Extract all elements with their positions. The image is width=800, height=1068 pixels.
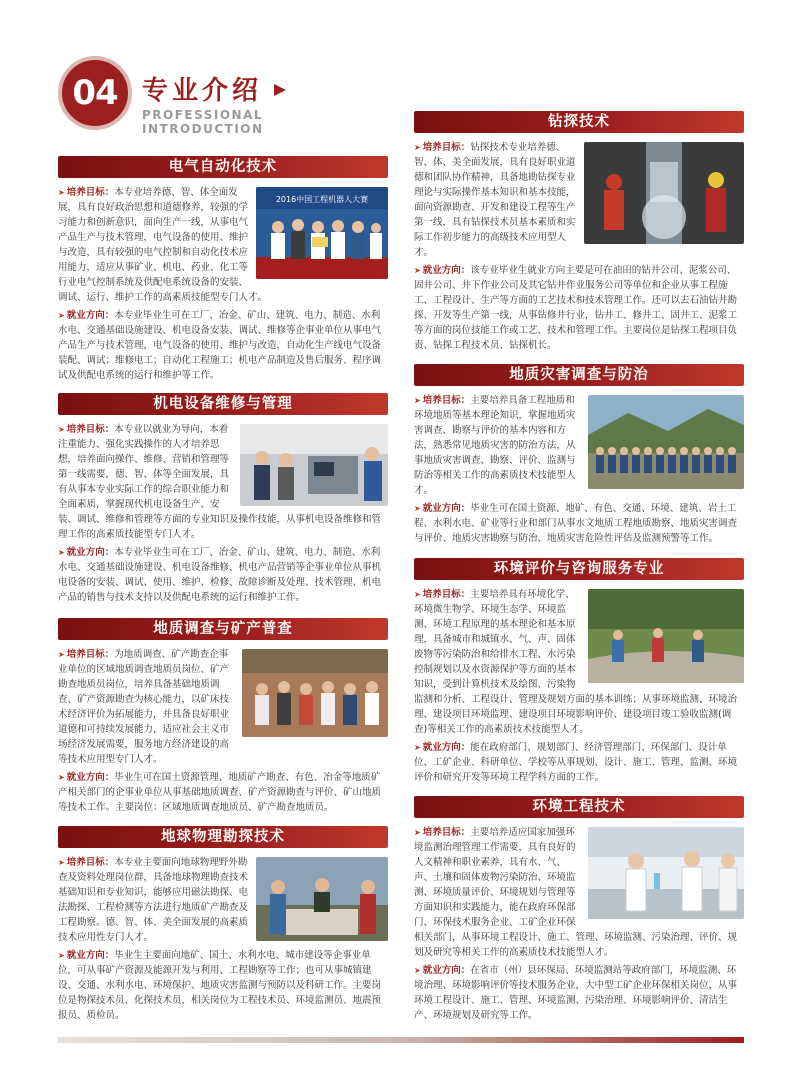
goal-text: 钻探技术专业培养德、智、体、美全面发展，具有良好职业道德和团队协作精神，具备地勘钻探专业理论与实际操作基本知识和基本技能，面向资源勘查、开发和建设工程等生产第一线，具有钻探技术员基本素质和实际工作初步能力的高级技术应用型人才。	[414, 142, 576, 258]
major-body	[58, 185, 388, 383]
footer-divider	[58, 1037, 744, 1043]
major-title: 电气自动化技术	[58, 156, 388, 178]
major-title: 环境工程技术	[414, 796, 744, 818]
goal-text: 本专业培养德、智、体全面发展，具有良好政治思想和道德修养，较强的学习能力和创新意识，面向生产一线，从事电气产品生产与技术管理，电气设备的使用、维护与改造，具有较强的电气控制和自动化技术应用能力，适应从事矿业、机电、药业、化工等行业电气控制系统及供配电系统设备的安装、调试、运行、维护工作的高素质技能型专门人才。	[58, 187, 268, 303]
arrow-icon: ➤	[58, 311, 65, 320]
direction-text: 毕业生可在国土资源管理、地质矿产勘查、有色、冶金等地质矿产相关部门的企事业单位从事基础地质调查、矿产资源勘查与评价、矿山地质等技术工作。主要岗位：区域地质调查地质员、矿产勘查地质员。	[58, 772, 382, 813]
major-body	[414, 825, 744, 1023]
drilling-rig-photo	[584, 142, 744, 244]
arrow-icon: ➤	[414, 396, 421, 405]
major-body	[58, 647, 388, 815]
arrow-icon: ➤	[58, 773, 65, 782]
goal-text: 主要培养具有环境化学、环境微生物学、环境生态学、环境监测、环境工程原理的基本理论和基本原理，具备城市和城镇水、气、声、固体废物等污染防治和给排水工程、水污染控制规划以及水资源保护等方面的基本知识，受到计算机技术及绘图、污染物监测和分析、工程设计、管理及规划方面的基本训练；从事环境监测、环境治理、建设项目环境监理、建设项目环境影响评价、建设项目竣工验收监测(调查)等相关工作的高素质技术技能型人才。	[414, 589, 738, 735]
major-body	[58, 422, 388, 605]
direction-text: 本专业毕业生可在工厂、冶金、矿山、建筑、电力、制造、水利水电、交通基础设施建设、机电设备安装、调试、维修等企事业单位从事电气产品生产与技术管理，电气设备的使用、维护与改造，自动化生产线电气设备装配、调试；维修电工；自动化工程施工；机电产品制造及售后服务、程序调试及供配电系统的运行和维护等工作。	[58, 310, 382, 381]
major-body	[414, 140, 744, 353]
major-body	[414, 587, 744, 785]
direction-text: 在省市（州）县环保局、环境监测站等政府部门，环境监测、环境治理、环境影响评价等技术服务企业，大中型工矿企业环保相关岗位，从事环境工程设计、施工、管理、环境监测、污染治理、环境影响评价、清洁生产、环境规划及研究等工作。	[414, 965, 738, 1021]
arrow-icon: ➤	[414, 266, 421, 275]
direction-label: 就业方向：	[422, 742, 471, 753]
arrow-icon: ➤	[58, 188, 65, 197]
group-field-photo	[588, 395, 744, 489]
direction-label: 就业方向：	[66, 547, 115, 558]
major-body	[414, 393, 744, 546]
major-card-geological-survey	[58, 618, 388, 818]
arrow-icon: ➤	[414, 143, 421, 152]
forest-fieldwork-photo	[588, 589, 744, 683]
major-title: 地质灾害调查与防治	[414, 364, 744, 386]
direction-text: 本专业毕业生可在工厂、冶金、矿山、建筑、电力、制造、水利水电、交通基础设施建设、机电设备维修、机电产品营销等企事业单位从事机电设备的安装、调试、使用、维护、检修、故障诊断及处理、技术管理、机电产品的销售与技术支持以及供配电系统的运行和维护工作。	[58, 547, 382, 603]
arrow-icon: ➤	[58, 858, 65, 867]
photo-banner-text: 2016中国工程机器人大赛	[275, 195, 369, 204]
goal-label: 培养目标：	[422, 827, 471, 838]
direction-text: 毕业生可在国土资源、地矿、有色、交通、环境、建筑、岩土工程、水利水电、矿业等行业和部门从事水文地质工程地质勘察、地质灾害调查与评价、地质灾害勘察与防治、地质灾害危险性评估及监测预警等工作。	[414, 503, 738, 544]
major-title: 环境评价与咨询服务专业	[414, 558, 744, 580]
direction-label: 就业方向：	[422, 265, 471, 276]
goal-label: 培养目标：	[422, 395, 471, 406]
goal-label: 培养目标：	[66, 424, 115, 435]
direction-text: 该专业毕业生就业方向主要是可在油田的钻井公司、泥浆公司、固井公司、井下作业公司及其它钻井作业服务公司等单位和企业从事工程施工、工程设计、生产等方面的工艺技术和技术管理工作。还可以去石油钻井勘探、开发等生产第一线，从事钻修井行业，钻井工、修井工、固井工、泥浆工等方面的岗位技能工作或工艺、技术和管理工作。主要岗位是钻探工程项目负责、钻探工程技术员、钻探机长。	[414, 265, 738, 351]
arrow-icon	[274, 84, 286, 96]
goal-text: 主要培养具备工程地质和环境地质等基本理论知识，掌握地质灾害调查、勘察与评价的基本内容和方法，熟悉常见地质灾害的防治方法，从事地质灾害调查、勘察、评价、监测与防治等相关工作的高素质技术技能型人才。	[414, 395, 576, 496]
goal-label: 培养目标：	[422, 589, 471, 600]
direction-label: 就业方向：	[66, 950, 115, 961]
major-title: 地质调查与矿产普查	[58, 618, 388, 640]
major-title: 机电设备维修与管理	[58, 393, 388, 415]
page-subtitle: PROFESSIONAL INTRODUCTION	[142, 108, 264, 136]
robot-competition-photo	[256, 187, 388, 279]
chapter-number-badge: 04	[58, 56, 132, 130]
direction-text: 毕业生主要面向地矿、国土、水利水电、城市建设等企事业单位，可从事矿产资源及能源开发与利用、工程勘察等工作；也可从事城镇建设、交通、水利水电、环境保护、地质灾害监测与预防以及科研工作。主要岗位是物探技术员、化探技术员，相关岗位为工程技术员、环境监测员、地震预报员、质检员。	[58, 950, 382, 1021]
geophysics-field-photo	[256, 857, 388, 941]
arrow-icon: ➤	[414, 590, 421, 599]
lab-experiment-photo	[588, 827, 744, 919]
goal-label: 培养目标：	[66, 187, 115, 198]
direction-text: 能在政府部门、规划部门、经济管理部门、环保部门、设计单位、工矿企业、科研单位、学校等从事规划、设计、施工、管理、监测、环境评价和研究开发等环境工程学科方面的工作。	[414, 742, 738, 783]
arrow-icon: ➤	[58, 425, 65, 434]
arrow-icon: ➤	[414, 743, 421, 752]
major-title: 钻探技术	[414, 111, 744, 133]
goal-label: 培养目标：	[422, 142, 471, 153]
goal-text: 为地质调查、矿产勘查企事业单位的区域地质调查地质员岗位、矿产勘查地质员岗位，培养具备基础地质调查、矿产资源勘查为核心能力，以矿床技术经济评价为拓展能力，并具备良好职业道德和可持续发展能力，适应社会主义市场经济发展需要，服务地方经济建设的高等技术应用型专门人才。	[58, 649, 230, 765]
goal-text: 本专业主要面向地球物理野外勘查及资料处理岗位群，具备地球物理勘查技术基础知识和专业知识，能够应用磁法勘探、电法勘探、工程检测等方法进行地质矿产勘查及工程勘察。德、智、体、美全面发展的高素质技术应用性专门人才。	[58, 857, 249, 943]
goal-text: 本专业以就业为导向，本着注重能力、强化实践操作的人才培养思想，培养面向操作、维修、营销和管理等第一线需要，德、智、体等全面发展，具有从事本专业实际工作的综合职业能力和全面素质，掌握现代机电设备生产、安装、调试、维修和管理等方面的专业知识及操作技能，从事机电设备维修和管理工作的高素质技能型专门人才。	[58, 424, 382, 540]
arrow-icon: ➤	[58, 650, 65, 659]
major-card-environmental-assessment	[414, 558, 744, 788]
arrow-icon: ➤	[58, 951, 65, 960]
goal-text: 主要培养适应国家加强环境监测治理管理工作需要，具有良好的人文精神和职业素养，具有水、气、声、土壤和固体废物污染防治、环境监测、环境质量评价、环境规划与管理等方面知识和实践能力，能在政府环保部门、环保技术服务企业、工矿企业环保相关部门，从事环境工程设计、施工、管理、环境监测、污染治理、评价、规划及研究等相关工作的高素质技术技能型人才。	[414, 827, 738, 958]
major-card-environmental-engineering	[414, 796, 744, 1026]
major-body	[58, 855, 388, 1023]
goal-label: 培养目标：	[66, 649, 115, 660]
section-header	[58, 56, 388, 136]
goal-label: 培养目标：	[66, 857, 115, 868]
direction-label: 就业方向：	[66, 310, 115, 321]
arrow-icon: ➤	[414, 966, 421, 975]
arrow-icon: ➤	[414, 828, 421, 837]
major-card-electrical-automation	[58, 156, 388, 386]
lab-training-photo	[240, 424, 388, 506]
major-card-geophysical-exploration	[58, 826, 388, 1026]
major-card-geohazard	[414, 364, 744, 549]
field-survey-photo	[242, 649, 388, 737]
major-title: 地球物理勘探技术	[58, 826, 388, 848]
direction-label: 就业方向：	[422, 965, 471, 976]
major-card-drilling	[414, 111, 744, 356]
direction-label: 就业方向：	[422, 503, 471, 514]
page-title: 专业介绍	[142, 76, 263, 106]
direction-label: 就业方向：	[66, 772, 115, 783]
major-card-mechanical-maintenance	[58, 393, 388, 608]
arrow-icon: ➤	[414, 504, 421, 513]
arrow-icon: ➤	[58, 548, 65, 557]
